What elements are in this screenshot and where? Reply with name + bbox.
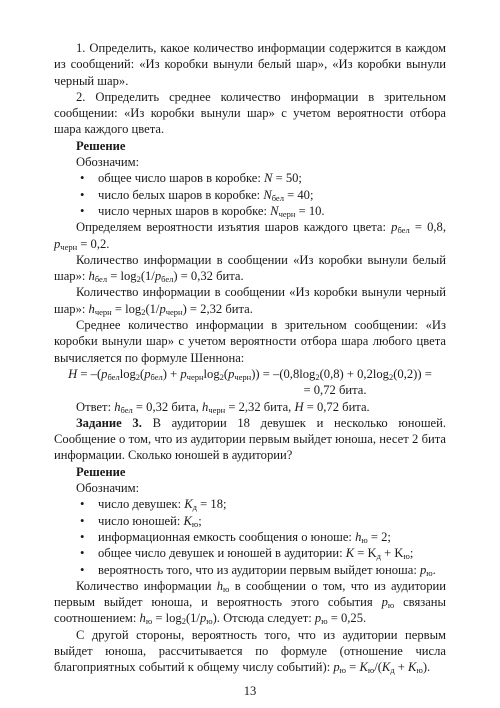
list-item-boys: • число юношей: $K_ю$; xyxy=(54,513,446,529)
definitions-list-1 xyxy=(54,170,446,219)
list-item-total-students: • общее число девушек и юношей в аудитории: $K = K_д + K_ю$; xyxy=(54,545,446,561)
task-1-text: 1. Определить, какое количество информации содержится в каждом из сообщений: «Из коробки вынули белый шар», «Из коробки вынули черный шар». xyxy=(54,41,446,88)
info-boy-paragraph: Количество информации $h_ю$ в сообщении о том, что из аудитории первым выйдет юноша, и вероятность этого события $p_ю$ связаны соотношением: $h_ю = \log_2(1/p_ю)$. Отсюда следует: $p_ю = 0,25$. xyxy=(54,578,447,627)
list-item-probability: • вероятность того, что из аудитории первым выйдет юноша: $p_ю$. xyxy=(54,562,446,578)
page-number: 13 xyxy=(243,684,257,698)
info-white-paragraph: Количество информации в сообщении «Из коробки вынули белый шар»: $h_{бел} = \log_2(1/p_{бел}) = 0,32$ бита. xyxy=(54,252,446,285)
shannon-formula xyxy=(54,366,446,399)
definitions-list-2 xyxy=(54,496,446,577)
solution-heading-1: Решение xyxy=(76,138,126,153)
solution-heading-2: Решение xyxy=(76,464,126,479)
answer-1: Ответ: $h_{бел} = 0,32$ бита, $h_{черн} = 2,32$ бита, H = 0,72 бита. xyxy=(76,399,370,415)
list-item-black-balls: • число черных шаров в коробке: $N_{черн} = 10$. xyxy=(54,203,446,219)
task-3-paragraph: Задание 3. В аудитории 18 девушек и несколько юношей. Сообщение о том, что из аудитории первым выйдет юноша, несет 2 бита информации. Сколько юношей в аудитории? xyxy=(54,415,447,463)
list-item-white-balls: • число белых шаров в коробке: $N_{бел} = 40$; xyxy=(54,187,446,203)
designate-label-1: Обозначим: xyxy=(76,155,140,170)
formula-line-1: $H = -(p_{бел}\log_2(p_{бел}) + p_{черн}\log_2(p_{черн})) = -(0,8\log_2(0,8) + 0,2\log_2(0,2))$ = xyxy=(68,366,432,382)
probabilities-paragraph: Определяем вероятности изъятия шаров каждого цвета: $p_{бел} = 0,8$, $p_{черн} = 0,2$. xyxy=(54,220,447,252)
info-black-paragraph: Количество информации в сообщении «Из коробки вынули черный шар»: $h_{черн} = \log_2(1/p_{черн}) = 2,32$ бита. xyxy=(54,285,446,317)
formula-line-2: = 0,72 бита. xyxy=(303,383,367,398)
other-side-paragraph: С другой стороны, вероятность того, что из аудитории первым выйдет юноша, рассчитывается по формуле (отношение числа благоприятных событий к общему числу событий): $p_ю = K_ю/(K_д + K_ю)$. xyxy=(54,627,446,676)
task-2-text: 2. Определить среднее количество информации в зрительном сообщении: «Из коробки вынули шар» с учетом вероятности отбора шара каждого цвета. xyxy=(54,89,446,137)
list-item-girls: • число девушек: $K_д = 18$; xyxy=(54,496,446,512)
designate-label-2: Обозначим: xyxy=(76,481,140,496)
list-item-info-capacity: • информационная емкость сообщения о юноше: $h_ю = 2$; xyxy=(54,529,446,545)
task-3-label: Задание 3. xyxy=(76,415,142,430)
list-item-total-balls: • общее число шаров в коробке: N = 50; xyxy=(54,170,446,186)
average-info-paragraph: Среднее количество информации в зрительном сообщении: «Из коробки вынули шар» с учетом вероятности отбора шара любого цвета вычисляется по формуле Шеннона: xyxy=(54,318,446,365)
